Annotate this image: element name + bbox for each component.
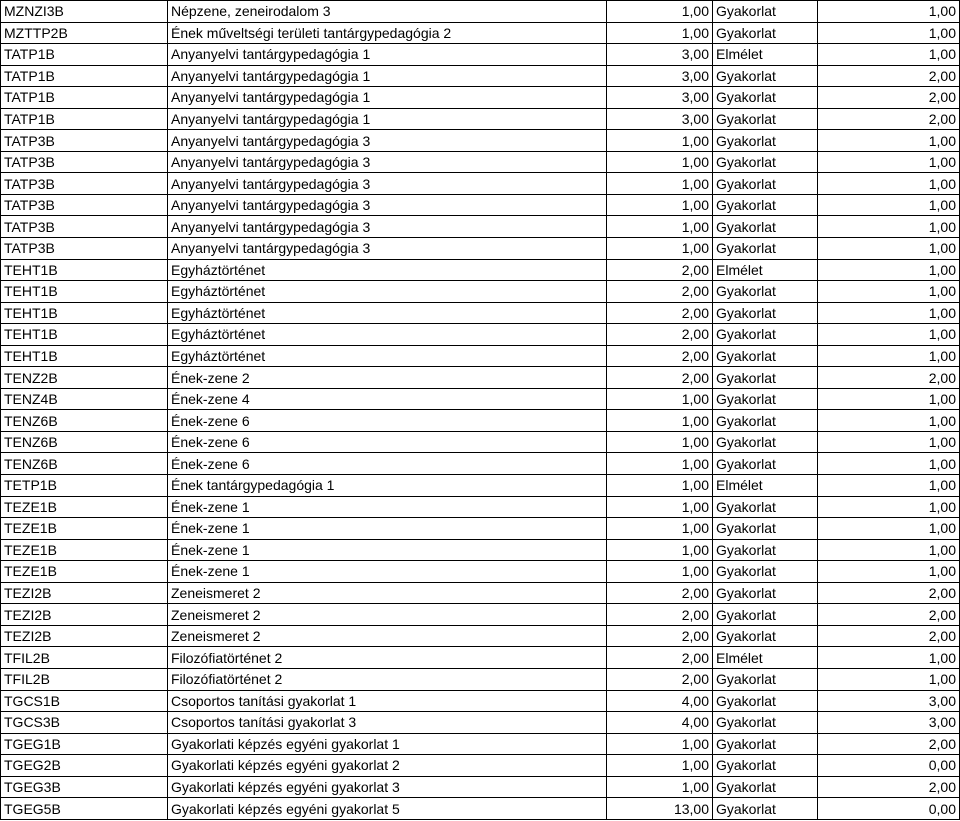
course-code-cell: TEHT1B xyxy=(1,281,168,303)
course-name-cell: Ének-zene 1 xyxy=(168,496,607,518)
session-type-cell: Gyakorlat xyxy=(713,281,818,303)
course-name-cell: Egyháztörténet xyxy=(168,302,607,324)
session-type-cell: Elmélet xyxy=(713,647,818,669)
session-type-cell: Gyakorlat xyxy=(713,604,818,626)
session-type-cell: Gyakorlat xyxy=(713,561,818,583)
course-name-cell: Anyanyelvi tantárgypedagógia 3 xyxy=(168,194,607,216)
hours-cell: 2,00 xyxy=(818,604,960,626)
credit-cell: 1,00 xyxy=(607,238,713,260)
session-type-cell: Gyakorlat xyxy=(713,582,818,604)
session-type-cell: Gyakorlat xyxy=(713,108,818,130)
hours-cell: 2,00 xyxy=(818,87,960,109)
course-code-cell: TENZ6B xyxy=(1,453,168,475)
table-row xyxy=(1,194,960,216)
session-type-cell: Gyakorlat xyxy=(713,173,818,195)
course-code-cell: TEZE1B xyxy=(1,518,168,540)
hours-cell: 1,00 xyxy=(818,518,960,540)
course-name-cell: Gyakorlati képzés egyéni gyakorlat 2 xyxy=(168,755,607,777)
hours-cell: 1,00 xyxy=(818,539,960,561)
course-name-cell: Anyanyelvi tantárgypedagógia 3 xyxy=(168,216,607,238)
table-row xyxy=(1,281,960,303)
hours-cell: 0,00 xyxy=(818,755,960,777)
credit-cell: 3,00 xyxy=(607,65,713,87)
table-row xyxy=(1,238,960,260)
course-code-cell: TGEG1B xyxy=(1,733,168,755)
credit-cell: 3,00 xyxy=(607,87,713,109)
course-code-cell: TGEG5B xyxy=(1,798,168,820)
credit-cell: 1,00 xyxy=(607,431,713,453)
credit-cell: 1,00 xyxy=(607,561,713,583)
course-code-cell: TGEG3B xyxy=(1,776,168,798)
course-code-cell: TFIL2B xyxy=(1,668,168,690)
credit-cell: 2,00 xyxy=(607,345,713,367)
hours-cell: 1,00 xyxy=(818,668,960,690)
table-row xyxy=(1,539,960,561)
course-code-cell: TATP3B xyxy=(1,173,168,195)
session-type-cell: Gyakorlat xyxy=(713,712,818,734)
course-name-cell: Gyakorlati képzés egyéni gyakorlat 3 xyxy=(168,776,607,798)
course-name-cell: Csoportos tanítási gyakorlat 3 xyxy=(168,712,607,734)
table-row xyxy=(1,87,960,109)
session-type-cell: Gyakorlat xyxy=(713,496,818,518)
table-row xyxy=(1,22,960,44)
session-type-cell: Elmélet xyxy=(713,475,818,497)
course-code-cell: TATP3B xyxy=(1,151,168,173)
credit-cell: 1,00 xyxy=(607,22,713,44)
hours-cell: 3,00 xyxy=(818,690,960,712)
table-row xyxy=(1,690,960,712)
hours-cell: 1,00 xyxy=(818,475,960,497)
course-code-cell: TATP1B xyxy=(1,65,168,87)
course-code-cell: TEHT1B xyxy=(1,345,168,367)
table-row xyxy=(1,108,960,130)
hours-cell: 3,00 xyxy=(818,712,960,734)
table-row xyxy=(1,367,960,389)
course-code-cell: TGCS3B xyxy=(1,712,168,734)
table-row xyxy=(1,431,960,453)
course-name-cell: Egyháztörténet xyxy=(168,281,607,303)
course-name-cell: Gyakorlati képzés egyéni gyakorlat 1 xyxy=(168,733,607,755)
session-type-cell: Gyakorlat xyxy=(713,518,818,540)
hours-cell: 1,00 xyxy=(818,281,960,303)
course-name-cell: Egyháztörténet xyxy=(168,345,607,367)
table-row xyxy=(1,453,960,475)
course-name-cell: Ének-zene 2 xyxy=(168,367,607,389)
hours-cell: 0,00 xyxy=(818,798,960,820)
course-code-cell: TEZE1B xyxy=(1,561,168,583)
course-code-cell: MZNZI3B xyxy=(1,1,168,23)
table-row xyxy=(1,582,960,604)
session-type-cell: Gyakorlat xyxy=(713,539,818,561)
course-code-cell: TEHT1B xyxy=(1,324,168,346)
table-row xyxy=(1,518,960,540)
session-type-cell: Gyakorlat xyxy=(713,238,818,260)
course-code-cell: MZTTP2B xyxy=(1,22,168,44)
session-type-cell: Gyakorlat xyxy=(713,668,818,690)
table-row xyxy=(1,388,960,410)
credit-cell: 1,00 xyxy=(607,130,713,152)
credit-cell: 1,00 xyxy=(607,151,713,173)
session-type-cell: Gyakorlat xyxy=(713,453,818,475)
table-row xyxy=(1,1,960,23)
credit-cell: 2,00 xyxy=(607,281,713,303)
hours-cell: 1,00 xyxy=(818,151,960,173)
table-row xyxy=(1,130,960,152)
table-body xyxy=(1,1,960,820)
course-code-cell: TENZ2B xyxy=(1,367,168,389)
session-type-cell: Elmélet xyxy=(713,259,818,281)
course-code-cell: TATP3B xyxy=(1,216,168,238)
course-name-cell: Anyanyelvi tantárgypedagógia 1 xyxy=(168,65,607,87)
hours-cell: 2,00 xyxy=(818,108,960,130)
course-code-cell: TGCS1B xyxy=(1,690,168,712)
credit-cell: 2,00 xyxy=(607,604,713,626)
credit-cell: 4,00 xyxy=(607,690,713,712)
credit-cell: 1,00 xyxy=(607,539,713,561)
table-row xyxy=(1,151,960,173)
hours-cell: 2,00 xyxy=(818,733,960,755)
course-code-cell: TEZI2B xyxy=(1,582,168,604)
session-type-cell: Gyakorlat xyxy=(713,755,818,777)
course-name-cell: Zeneismeret 2 xyxy=(168,604,607,626)
course-name-cell: Egyháztörténet xyxy=(168,259,607,281)
credit-cell: 1,00 xyxy=(607,518,713,540)
course-name-cell: Gyakorlati képzés egyéni gyakorlat 5 xyxy=(168,798,607,820)
session-type-cell: Gyakorlat xyxy=(713,194,818,216)
table-row xyxy=(1,259,960,281)
hours-cell: 1,00 xyxy=(818,130,960,152)
session-type-cell: Gyakorlat xyxy=(713,130,818,152)
session-type-cell: Gyakorlat xyxy=(713,431,818,453)
session-type-cell: Gyakorlat xyxy=(713,65,818,87)
table-row xyxy=(1,345,960,367)
course-code-cell: TENZ6B xyxy=(1,431,168,453)
table-row xyxy=(1,604,960,626)
table-row xyxy=(1,625,960,647)
course-code-cell: TEZE1B xyxy=(1,496,168,518)
hours-cell: 1,00 xyxy=(818,302,960,324)
credit-cell: 2,00 xyxy=(607,582,713,604)
table-row xyxy=(1,647,960,669)
credit-cell: 2,00 xyxy=(607,668,713,690)
session-type-cell: Gyakorlat xyxy=(713,625,818,647)
course-code-cell: TEZI2B xyxy=(1,625,168,647)
table-row xyxy=(1,216,960,238)
course-code-cell: TEHT1B xyxy=(1,259,168,281)
session-type-cell: Gyakorlat xyxy=(713,151,818,173)
hours-cell: 1,00 xyxy=(818,647,960,669)
course-name-cell: Filozófiatörténet 2 xyxy=(168,647,607,669)
course-name-cell: Anyanyelvi tantárgypedagógia 3 xyxy=(168,151,607,173)
course-code-cell: TATP1B xyxy=(1,108,168,130)
course-name-cell: Anyanyelvi tantárgypedagógia 3 xyxy=(168,173,607,195)
table-row xyxy=(1,798,960,820)
hours-cell: 2,00 xyxy=(818,582,960,604)
hours-cell: 1,00 xyxy=(818,216,960,238)
hours-cell: 1,00 xyxy=(818,173,960,195)
session-type-cell: Gyakorlat xyxy=(713,345,818,367)
hours-cell: 2,00 xyxy=(818,625,960,647)
course-name-cell: Ének-zene 6 xyxy=(168,410,607,432)
course-name-cell: Ének tantárgypedagógia 1 xyxy=(168,475,607,497)
table-row xyxy=(1,302,960,324)
course-name-cell: Ének-zene 1 xyxy=(168,561,607,583)
session-type-cell: Gyakorlat xyxy=(713,1,818,23)
table-row xyxy=(1,776,960,798)
table-row xyxy=(1,733,960,755)
course-name-cell: Anyanyelvi tantárgypedagógia 1 xyxy=(168,44,607,66)
hours-cell: 2,00 xyxy=(818,65,960,87)
credit-cell: 2,00 xyxy=(607,324,713,346)
table-row xyxy=(1,410,960,432)
table-row xyxy=(1,173,960,195)
credit-cell: 3,00 xyxy=(607,44,713,66)
credit-cell: 2,00 xyxy=(607,302,713,324)
course-name-cell: Anyanyelvi tantárgypedagógia 3 xyxy=(168,238,607,260)
course-code-cell: TATP3B xyxy=(1,194,168,216)
table-row xyxy=(1,755,960,777)
table-row xyxy=(1,561,960,583)
credit-cell: 2,00 xyxy=(607,259,713,281)
credit-cell: 3,00 xyxy=(607,108,713,130)
table-row xyxy=(1,496,960,518)
hours-cell: 1,00 xyxy=(818,496,960,518)
hours-cell: 1,00 xyxy=(818,410,960,432)
credit-cell: 1,00 xyxy=(607,776,713,798)
table-row xyxy=(1,668,960,690)
course-code-cell: TATP3B xyxy=(1,130,168,152)
table-row xyxy=(1,324,960,346)
hours-cell: 1,00 xyxy=(818,1,960,23)
course-code-cell: TEZI2B xyxy=(1,604,168,626)
session-type-cell: Gyakorlat xyxy=(713,776,818,798)
hours-cell: 1,00 xyxy=(818,345,960,367)
session-type-cell: Gyakorlat xyxy=(713,324,818,346)
credit-cell: 1,00 xyxy=(607,453,713,475)
hours-cell: 2,00 xyxy=(818,367,960,389)
session-type-cell: Gyakorlat xyxy=(713,216,818,238)
course-code-cell: TEZE1B xyxy=(1,539,168,561)
table-row xyxy=(1,475,960,497)
hours-cell: 1,00 xyxy=(818,194,960,216)
course-name-cell: Ének-zene 1 xyxy=(168,539,607,561)
hours-cell: 1,00 xyxy=(818,324,960,346)
credit-cell: 1,00 xyxy=(607,388,713,410)
course-name-cell: Anyanyelvi tantárgypedagógia 1 xyxy=(168,108,607,130)
course-name-cell: Ének-zene 1 xyxy=(168,518,607,540)
credit-cell: 4,00 xyxy=(607,712,713,734)
course-code-cell: TATP3B xyxy=(1,238,168,260)
hours-cell: 1,00 xyxy=(818,561,960,583)
course-name-cell: Ének-zene 6 xyxy=(168,453,607,475)
credit-cell: 1,00 xyxy=(607,1,713,23)
session-type-cell: Gyakorlat xyxy=(713,302,818,324)
course-code-cell: TENZ4B xyxy=(1,388,168,410)
session-type-cell: Gyakorlat xyxy=(713,690,818,712)
credit-cell: 1,00 xyxy=(607,733,713,755)
session-type-cell: Gyakorlat xyxy=(713,367,818,389)
hours-cell: 1,00 xyxy=(818,44,960,66)
course-code-cell: TENZ6B xyxy=(1,410,168,432)
course-name-cell: Filozófiatörténet 2 xyxy=(168,668,607,690)
session-type-cell: Gyakorlat xyxy=(713,388,818,410)
course-name-cell: Egyháztörténet xyxy=(168,324,607,346)
course-code-cell: TEHT1B xyxy=(1,302,168,324)
course-name-cell: Ének-zene 4 xyxy=(168,388,607,410)
course-code-cell: TGEG2B xyxy=(1,755,168,777)
course-code-cell: TATP1B xyxy=(1,87,168,109)
table-row xyxy=(1,712,960,734)
hours-cell: 2,00 xyxy=(818,776,960,798)
hours-cell: 1,00 xyxy=(818,238,960,260)
credit-cell: 1,00 xyxy=(607,496,713,518)
hours-cell: 1,00 xyxy=(818,259,960,281)
course-name-cell: Népzene, zeneirodalom 3 xyxy=(168,1,607,23)
hours-cell: 1,00 xyxy=(818,431,960,453)
credit-cell: 1,00 xyxy=(607,755,713,777)
credit-cell: 1,00 xyxy=(607,475,713,497)
credit-cell: 1,00 xyxy=(607,216,713,238)
hours-cell: 1,00 xyxy=(818,453,960,475)
credit-cell: 1,00 xyxy=(607,194,713,216)
hours-cell: 1,00 xyxy=(818,22,960,44)
credit-cell: 2,00 xyxy=(607,647,713,669)
course-name-cell: Ének-zene 6 xyxy=(168,431,607,453)
course-name-cell: Zeneismeret 2 xyxy=(168,625,607,647)
course-name-cell: Ének műveltségi területi tantárgypedagógia 2 xyxy=(168,22,607,44)
credit-cell: 13,00 xyxy=(607,798,713,820)
course-code-cell: TFIL2B xyxy=(1,647,168,669)
course-name-cell: Zeneismeret 2 xyxy=(168,582,607,604)
table-row xyxy=(1,65,960,87)
course-code-cell: TATP1B xyxy=(1,44,168,66)
session-type-cell: Gyakorlat xyxy=(713,87,818,109)
session-type-cell: Gyakorlat xyxy=(713,798,818,820)
credit-cell: 2,00 xyxy=(607,625,713,647)
credit-cell: 2,00 xyxy=(607,367,713,389)
credit-cell: 1,00 xyxy=(607,173,713,195)
session-type-cell: Elmélet xyxy=(713,44,818,66)
course-name-cell: Anyanyelvi tantárgypedagógia 1 xyxy=(168,87,607,109)
course-name-cell: Anyanyelvi tantárgypedagógia 3 xyxy=(168,130,607,152)
session-type-cell: Gyakorlat xyxy=(713,410,818,432)
course-code-cell: TETP1B xyxy=(1,475,168,497)
credit-cell: 1,00 xyxy=(607,410,713,432)
hours-cell: 1,00 xyxy=(818,388,960,410)
session-type-cell: Gyakorlat xyxy=(713,22,818,44)
table-row xyxy=(1,44,960,66)
course-name-cell: Csoportos tanítási gyakorlat 1 xyxy=(168,690,607,712)
session-type-cell: Gyakorlat xyxy=(713,733,818,755)
